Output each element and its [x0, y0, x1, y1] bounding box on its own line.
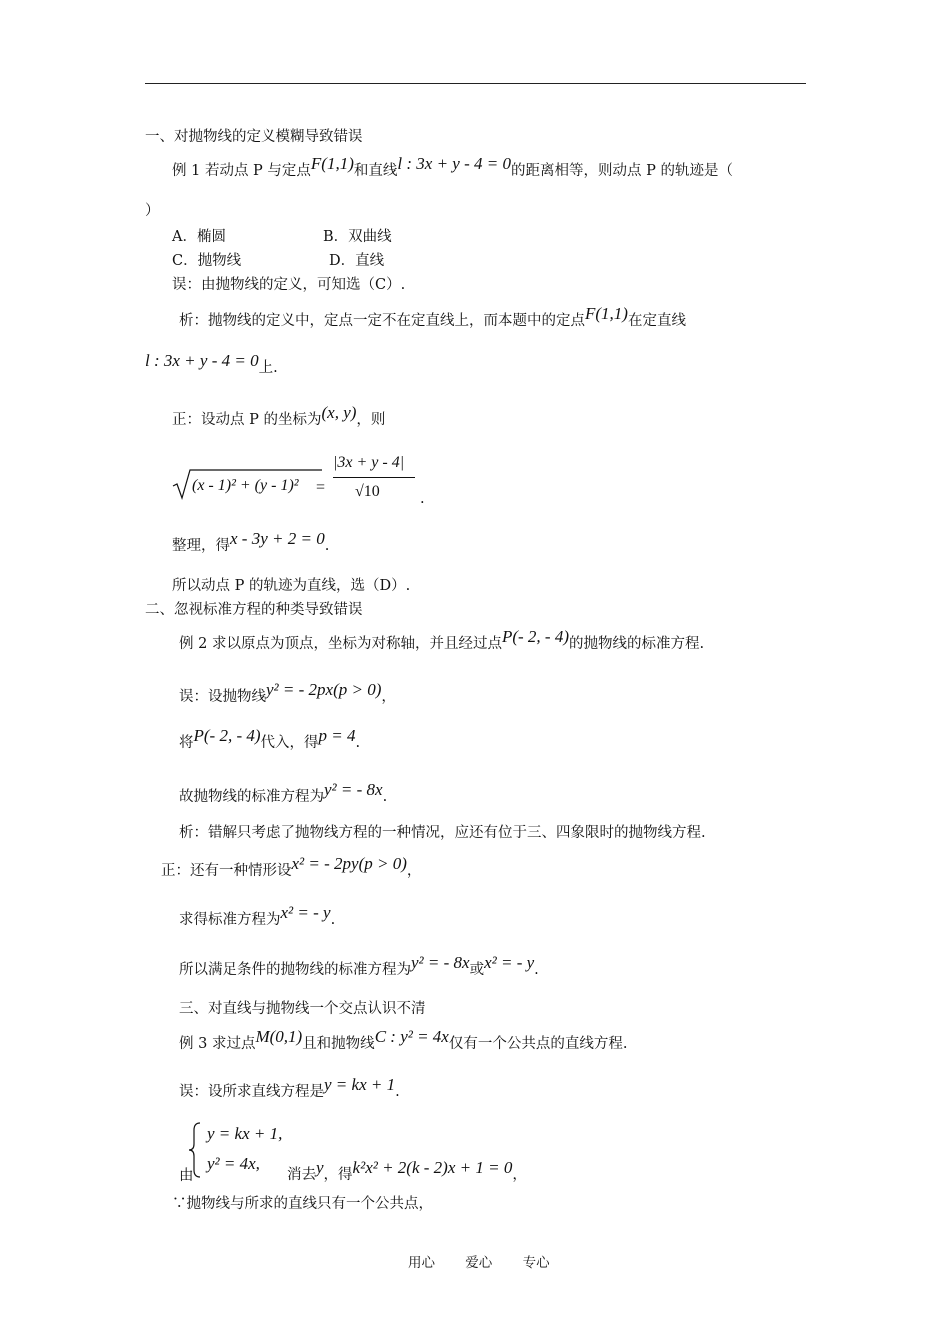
footer-item-1: 用心 — [408, 1255, 435, 1271]
eq-equals: = — [316, 479, 326, 496]
correct-2 — [161, 854, 422, 879]
eq-numerator: |3x + y - 4| — [333, 454, 405, 471]
final-eq1: y² = - 8x — [411, 953, 470, 972]
eq-dot: . — [420, 491, 425, 507]
footer-item-3: 专心 — [522, 1255, 550, 1271]
conclusion-1: 所以动点 P 的轨迹为直线，选（D）. — [172, 578, 411, 594]
example1-suffix: 的距离相等，则动点 P 的轨迹是（ — [510, 163, 733, 179]
wrong-answer-3 — [179, 1075, 400, 1100]
analysis-line-l: l : 3x + y - 4 = 0 — [145, 351, 259, 370]
standard-eq-line — [179, 780, 388, 805]
system-elim-line — [287, 1158, 527, 1183]
analysis-1-prefix: 析：抛物线的定义中，定点一定不在定直线上，而本题中的定点 — [179, 313, 585, 329]
correct-1-suffix: ，则 — [356, 412, 386, 428]
sub-dot: . — [355, 735, 361, 751]
footer — [408, 1251, 576, 1271]
result-line — [179, 903, 336, 928]
option-a: A．椭圆 — [172, 229, 226, 245]
fraction-bar — [333, 477, 415, 478]
correct-1-prefix: 正：设动点 P 的坐标为 — [172, 412, 322, 428]
example3-suffix: 仅有一个公共点的直线方程. — [448, 1036, 628, 1052]
example2-line — [179, 627, 705, 652]
wrong-3-eq: y = kx + 1 — [324, 1075, 396, 1094]
example2-suffix: 的抛物线的标准方程. — [568, 636, 705, 652]
system-result: k²x² + 2(k - 2)x + 1 = 0 — [352, 1158, 513, 1177]
correct-2-prefix: 正：还有一种情形设 — [161, 863, 292, 879]
simplify-dot: . — [324, 538, 330, 554]
correct-1 — [172, 403, 386, 428]
eq-denominator: √10 — [355, 483, 380, 500]
wrong-answer-1: 误：由抛物线的定义，可知选（C）. — [172, 277, 406, 293]
point-F: F(1,1) — [310, 154, 354, 173]
analysis-2: 析：错解只考虑了抛物线方程的一种情况，应还有位于三、四象限时的抛物线方程. — [179, 825, 706, 841]
option-b: B．双曲线 — [323, 229, 392, 245]
option-d: D．直线 — [329, 253, 385, 269]
eq-left: (x - 1)² + (y - 1)² — [192, 477, 299, 494]
final-prefix: 所以满足条件的抛物线的标准方程为 — [179, 962, 411, 978]
correct-2-comma: ， — [406, 863, 422, 879]
sub-prefix: 将 — [179, 735, 194, 751]
wrong-2-comma: ， — [381, 689, 396, 705]
section2-heading: 二、忽视标准方程的种类导致错误 — [145, 602, 363, 618]
sub-point-P: P(- 2, - 4) — [193, 726, 261, 745]
analysis-1-line — [145, 351, 278, 376]
system-eq1: y = kx + 1, — [207, 1124, 283, 1143]
system-get: ，得 — [323, 1167, 353, 1183]
analysis-1-suffix: 在定直线 — [627, 313, 686, 329]
example1-prefix: 例 1 若动点 P 与定点 — [172, 163, 311, 179]
wrong-2-eq: y² = - 2px(p > 0) — [266, 680, 382, 699]
wrong-answer-2 — [179, 680, 396, 705]
system-comma: ， — [512, 1167, 527, 1183]
section3-heading: 三、对直线与抛物线一个交点认识不清 — [179, 1001, 426, 1017]
sub-p: p = 4 — [318, 726, 356, 745]
std-prefix: 故抛物线的标准方程为 — [179, 789, 324, 805]
final-or: 或 — [469, 962, 485, 978]
simplify-eq: x - 3y + 2 = 0 — [230, 529, 325, 548]
header-rule — [145, 83, 806, 84]
result-eq: x² = - y — [280, 903, 331, 922]
system-elim: 消去 — [287, 1167, 316, 1183]
wrong-3-prefix: 误：设所求直线方程是 — [179, 1084, 324, 1100]
footer-item-2: 爱心 — [465, 1255, 493, 1271]
final-dot: . — [534, 962, 539, 978]
correct-2-eq: x² = - 2py(p > 0) — [291, 854, 407, 873]
example1-mid: 和直线 — [353, 163, 398, 179]
wrong-3-dot: . — [395, 1084, 400, 1100]
analysis-1 — [179, 304, 686, 329]
std-eq: y² = - 8x — [324, 780, 383, 799]
result-prefix: 求得标准方程为 — [179, 912, 281, 928]
result-dot: . — [330, 912, 336, 928]
because-line: ∵抛物线与所求的直线只有一个公共点， — [172, 1196, 433, 1212]
point-P: P(- 2, - 4) — [501, 627, 569, 646]
section1-heading: 一、对抛物线的定义模糊导致错误 — [145, 129, 363, 145]
simplify-1-prefix: 整理，得 — [172, 538, 230, 554]
example1-close: ） — [145, 203, 160, 219]
point-M: M(0,1) — [255, 1027, 303, 1046]
example3-line — [179, 1027, 628, 1052]
line-l: l : 3x + y - 4 = 0 — [397, 154, 511, 173]
simplify-1 — [172, 529, 330, 554]
system-var: y — [316, 1158, 324, 1177]
example1-line — [172, 154, 733, 179]
sub-mid: 代入，得 — [260, 735, 319, 751]
substitute-line — [179, 726, 361, 751]
analysis-1-end: 上. — [258, 360, 278, 376]
option-c: C．抛物线 — [172, 253, 242, 269]
final-line — [179, 953, 539, 978]
coord-xy: (x, y) — [321, 403, 357, 422]
std-dot: . — [382, 789, 388, 805]
parabola-C: C : y² = 4x — [374, 1027, 449, 1046]
example3-mid: 且和抛物线 — [302, 1036, 375, 1052]
analysis-point-F: F(1,1) — [585, 304, 628, 323]
wrong-2-prefix: 误：设抛物线 — [179, 689, 266, 705]
final-eq2: x² = - y — [484, 953, 535, 972]
example2-prefix: 例 2 求以原点为顶点，坐标为对称轴，并且经过点 — [179, 636, 502, 652]
system-by: 由 — [179, 1168, 194, 1184]
system-eq2: y² = 4x, — [207, 1154, 260, 1173]
example3-prefix: 例 3 求过点 — [179, 1036, 256, 1052]
